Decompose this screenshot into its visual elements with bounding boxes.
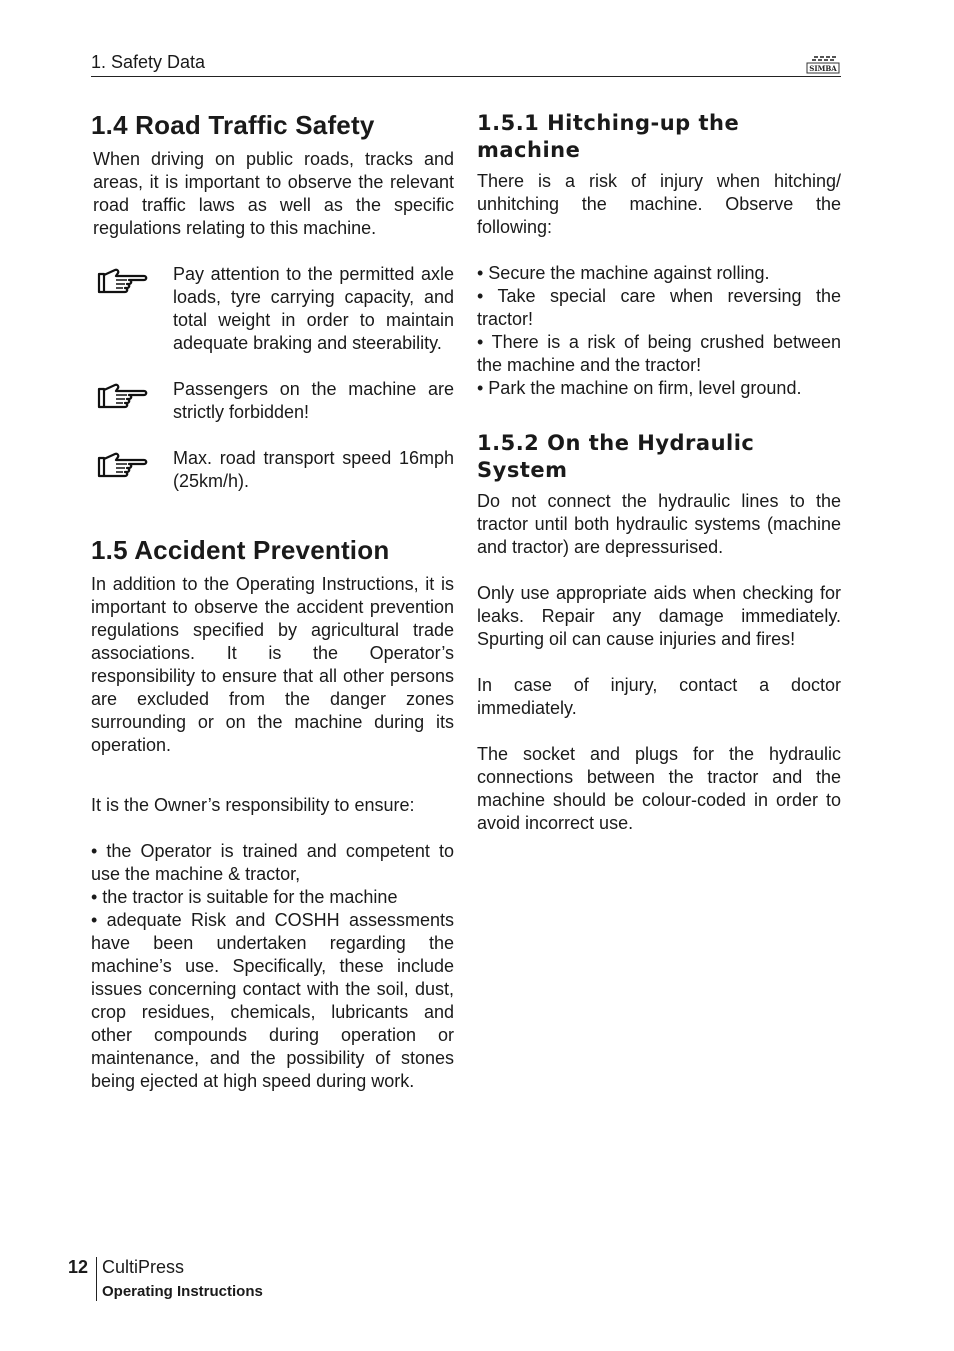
- hitching-item: • Park the machine on firm, level ground.: [477, 378, 802, 398]
- hitching-item: • Take special care when reversing the tractor!: [477, 286, 841, 329]
- footer-divider: [96, 1257, 97, 1301]
- note-max-speed: [91, 447, 454, 493]
- owner-item: • the Operator is trained and competent to use the machine & tractor,: [91, 841, 454, 884]
- header-rule: [91, 76, 841, 77]
- subsection-title: 1.5.2 On the Hydraulic System: [477, 431, 755, 482]
- owner-lead: It is the Owner’s responsibility to ensure:: [91, 795, 415, 815]
- left-column: [91, 108, 454, 1093]
- section-hitching-up: [477, 110, 841, 400]
- header-section-label: 1. Safety Data: [91, 52, 206, 72]
- right-column: [477, 110, 841, 835]
- pointing-hand-icon: [91, 263, 173, 295]
- product-name: CultiPress: [102, 1257, 185, 1277]
- hitching-intro: There is a risk of injury when hitching/ unhitching the machine. Observe the following:: [477, 171, 841, 237]
- section-title: 1.4 Road Traffic Safety: [91, 110, 375, 140]
- simba-logo: [806, 55, 840, 75]
- section-road-traffic-safety: [91, 108, 454, 493]
- hitching-item: • Secure the machine against rolling.: [477, 263, 770, 283]
- section-hydraulic-system: [477, 430, 841, 835]
- hydraulic-paragraph: In case of injury, contact a doctor immediately.: [477, 675, 841, 718]
- section-accident-prevention: [91, 533, 454, 1093]
- note-text: Passengers on the machine are strictly forbidden!: [173, 379, 454, 422]
- hydraulic-paragraph: Only use appropriate aids when checking for leaks. Repair any damage immediately. Spurting oil can cause injuries and fires!: [477, 583, 841, 649]
- owner-item: • adequate Risk and COSHH assessments have been undertaken regarding the machine’s use. Specifically, these include issues concerning contact with the soil, dust, crop residues, chemicals, lubricants and other compounds during operation or maintenance, and the possibility of stones being ejected at high speed during work.: [91, 910, 454, 1091]
- hydraulic-paragraph: Do not connect the hydraulic lines to the tractor until both hydraulic systems (machine and tractor) are depressurised.: [477, 491, 841, 557]
- pointing-hand-icon: [91, 447, 173, 479]
- hydraulic-paragraph: The socket and plugs for the hydraulic connections between the tractor and the machine should be colour-coded in order to avoid incorrect use.: [477, 744, 841, 833]
- pointing-hand-icon: [91, 378, 173, 410]
- note-text: Max. road transport speed 16mph (25km/h).: [173, 448, 454, 491]
- owner-item: • the tractor is suitable for the machine: [91, 887, 398, 907]
- page-number: 12: [68, 1257, 89, 1277]
- subsection-title: 1.5.1 Hitching-up the machine: [477, 111, 740, 162]
- road-intro: When driving on public roads, tracks and areas, it is important to observe the relevant road traffic laws as well as the specific regulations relating to this machine.: [93, 149, 454, 238]
- section-title: 1.5 Accident Prevention: [91, 535, 390, 565]
- accident-intro: In addition to the Operating Instructions, it is important to observe the accident prevention regulations specified by agricultural trade associations. It is the Operator’s responsibility to ensure that all other persons are excluded from the danger zones surrounding or on the machine during its operation.: [91, 574, 454, 755]
- note-axle-loads: [91, 263, 454, 355]
- note-text: Pay attention to the permitted axle loads, tyre carrying capacity, and total weight in order to maintain adequate braking and steerability.: [173, 264, 454, 353]
- logo-text: SIMBA: [809, 64, 837, 73]
- document-type: Operating Instructions: [102, 1283, 263, 1300]
- note-passengers: [91, 378, 454, 424]
- hitching-item: • There is a risk of being crushed between the machine and the tractor!: [477, 332, 841, 375]
